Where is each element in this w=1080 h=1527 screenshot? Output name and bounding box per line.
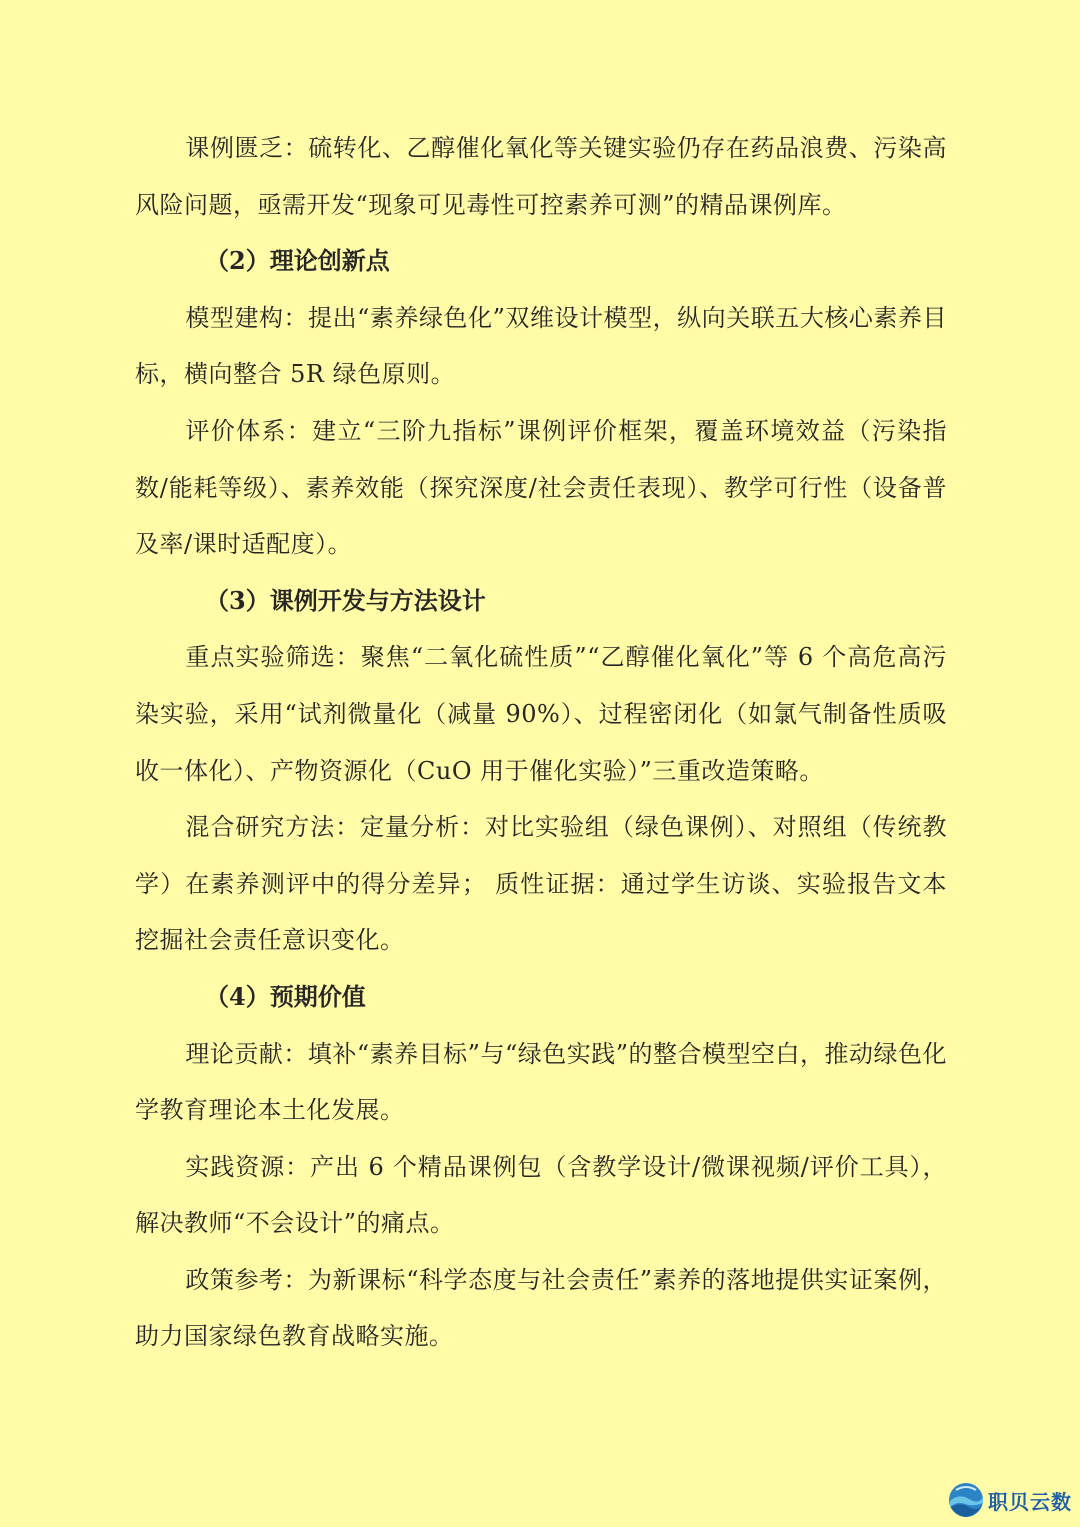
paragraph-mixed-methods: 混合研究方法：定量分析：对比实验组（绿色课例）、对照组（传统教学）在素养测评中的得分差异； 质性证据：通过学生访谈、实验报告文本挖掘社会责任意识变化。 — [135, 813, 947, 955]
paragraph-evaluation-system: 评价体系：建立“三阶九指标”课例评价框架，覆盖环境效益（污染指数/能耗等级）、素养效能（探究深度/社会责任表现）、教学可行性（设备普及率/课时适配度）。 — [135, 416, 947, 559]
watermark-text: 职贝云数 — [988, 1489, 1072, 1514]
paragraph-theory-contribution: 理论贡献：填补“素养目标”与“绿色实践”的整合模型空白，推动绿色化学教育理论本土化发展。 — [135, 1039, 947, 1125]
watermark — [947, 1481, 1072, 1519]
document-page — [135, 120, 947, 1365]
paragraph-course-scarcity: 课例匮乏：硫转化、乙醇催化氧化等关键实验仍存在药品浪费、污染高风险问题，亟需开发“现象可见毒性可控素养可测”的精品课例库。 — [135, 134, 947, 219]
heading-expected-value: （4）预期价值 — [205, 981, 366, 1011]
paragraph-practice-resources: 实践资源：产出 6 个精品课例包（含教学设计/微课视频/评价工具），解决教师“不会设计”的痛点。 — [135, 1152, 947, 1238]
globe-logo-icon — [947, 1481, 985, 1519]
paragraph-experiment-selection: 重点实验筛选：聚焦“二氧化硫性质”“乙醇催化氧化”等 6 个高危高污染实验，采用“试剂微量化（减量 90%）、过程密闭化（如氯气制备性质吸收一体化）、产物资源化（CuO 用于催化实验）”三重改造策略。 — [135, 643, 947, 785]
heading-course-development: （3）课例开发与方法设计 — [205, 585, 486, 615]
heading-theory-innovation: （2）理论创新点 — [205, 246, 390, 276]
paragraph-model-construction: 模型建构：提出“素养绿色化”双维设计模型，纵向关联五大核心素养目标，横向整合 5R 绿色原则。 — [135, 303, 947, 389]
paragraph-policy-reference: 政策参考：为新课标“科学态度与社会责任”素养的落地提供实证案例，助力国家绿色教育战略实施。 — [135, 1265, 947, 1351]
